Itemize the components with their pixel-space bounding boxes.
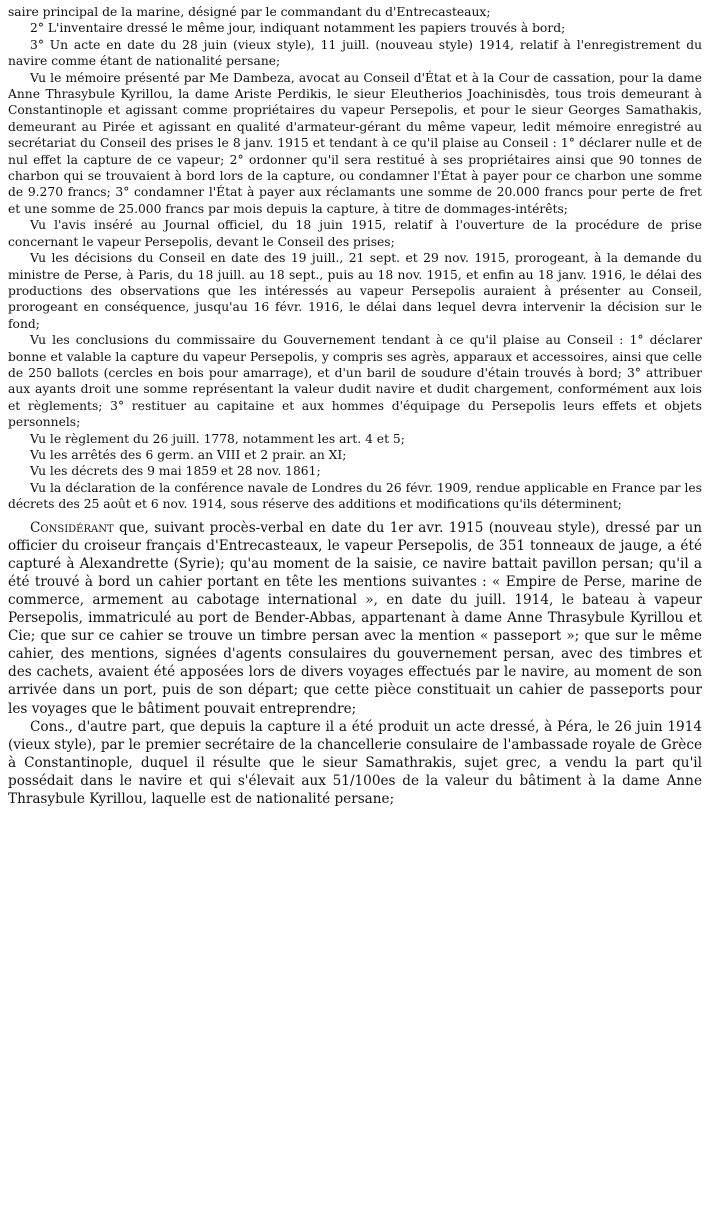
considerant-lead: Cons., [30,718,73,735]
considerant-body: d'autre part, que depuis la capture il a été produit un acte dressé, à Péra, le 26 juin 1914 (vieux style), par le premier secrétaire de la chancellerie consulaire de l'ambassade royale de Grèce à Constantinople, duquel il résulte que le sieur Samathrakis, sujet grec, a vendu la part qu'il possédait dans le navire et qui s'élevait aux 51/100es de la valeur du bâtiment à la dame Anne Thrasybule Kyrillou, laquelle est de nationalité persane; [8,718,702,807]
paragraph-decrets: Vu les décrets des 9 mai 1859 et 28 nov. 1861; [30,464,321,479]
paragraph-reglement: Vu le règlement du 26 juill. 1778, notamment les art. 4 et 5; [30,431,405,446]
considerant-body: que, suivant procès-verbal en date du 1er avr. 1915 (nouveau style), dressé par un officier du croiseur français d'Entrecasteaux, le vapeur Persepolis, de 351 tonneaux de jauge, a été capturé à Alexandrette (Syrie); qu'au moment de la saisie, ce navire battait pavillon persan; qu'il a été trouvé à bord un cahier portant en tête les mentions suivantes : « Empire de Perse, marine de commerce, armement au cabotage international », en date du juill. 1914, le bateau à vapeur Persepolis, immatriculé au port de Bender-Abbas, appartenant à dame Anne Thrasybule Kyrillou et Cie; que sur ce cahier se trouve un timbre persan avec la mention « passeport »; que sur le même cahier, des mentions, signées d'agents consulaires du gouvernement persan, avec des timbres et des cachets, avaient été apposées lors de divers voyages effectués par le navire, au moment de son arrivée dans un port, puis de son départ; que cette pièce constituait un cahier de passeports pour les voyages que le bâtiment pouvait entreprendre; [8,519,702,717]
paragraph-arretes: Vu les arrêtés des 6 germ. an VIII et 2 prair. an XI; [30,447,347,462]
paragraph-journal-officiel: Vu l'avis inséré au Journal officiel, du 18 juin 1915, relatif à l'ouverture de la procédure de prise concernant le vapeur Persepolis, devant le Conseil des prises; [8,218,702,249]
paragraph-declaration-londres: Vu la déclaration de la conférence navale de Londres du 26 févr. 1909, rendue applicable en France par les décrets des 25 août et 6 nov. 1914, sous réserve des additions et modifications qu'ils déterminent; [8,480,702,512]
paragraph-memoire: Vu le mémoire présenté par Me Dambeza, avocat au Conseil d'État et à la Cour de cassation, pour la dame Anne Thrasybule Kyrillou, la dame Ariste Perdikis, le sieur Eleutherios Joachinisdès, tous trois demeurant à Constantinople et agissant comme propriétaires du vapeur Persepolis, et pour le sieur Georges Samathakis, demeurant au Pirée et agissant en qualité d'armateur-gérant du même vapeur, ledit mémoire enregistré au secrétariat du Conseil des prises le 8 janv. 1915 et tendant à ce qu'il plaise au Conseil : 1° déclarer nulle et de nul effet la capture de ce vapeur; 2° ordonner qu'il sera restitué à ses propriétaires ainsi que 90 tonnes de charbon qui se trouvaient à bord lors de la capture, ou condamner l'État à payer pour ce charbon une somme de 9.270 francs; 3° condamner l'État à payer aux réclamants une somme de 20.000 francs pour perte de fret et une somme de 25.000 francs par mois depuis la capture, à titre de dommages-intérêts; [8,70,702,216]
paragraph-considerant [8,519,702,718]
considerant-section [8,519,702,809]
document-page [8,4,702,808]
paragraph-inventory: 2° L'inventaire dressé le même jour, indiquant notamment les papiers trouvés à bord; [30,21,566,36]
paragraph-registration-act: 3° Un acte en date du 28 juin (vieux style), 11 juill. (nouveau style) 1914, relatif à l'enregistrement du navire comme étant de nationalité persane; [8,37,702,69]
paragraph-continuation: saire principal de la marine, désigné par le commandant du d'Entrecasteaux; [8,5,491,19]
considerant-lead: Considérant [30,519,114,536]
paragraph-conclusions: Vu les conclusions du commissaire du Gouvernement tendant à ce qu'il plaise au Conseil : 1° déclarer bonne et valable la capture du vapeur Persepolis, y compris ses agrès, apparaux et accessoires, ainsi que celle de 250 ballots (cercles en bois pour amarrage), et d'un baril de soudure d'étain trouvés à bord; 3° attribuer aux ayants droit une somme représentant la valeur dudit navire et dudit chargement, conformément aux lois et règlements; 3° restituer au capitaine et aux hommes d'équipage du Persepolis leurs effets et objets personnels; [8,333,702,430]
paragraph-decisions: Vu les décisions du Conseil en date des 19 juill., 21 sept. et 29 nov. 1915, prorogeant, à la demande du ministre de Perse, à Paris, du 18 juill. au 18 sept., puis au 18 nov. 1915, et enfin au 18 janv. 1916, le délai des productions des observations que les intéressés au vapeur Persepolis auraient à présenter au Conseil, prorogeant en conséquence, jusqu'au 16 févr. 1916, le délai dans lequel devra intervenir la décision sur le fond; [8,251,702,331]
paragraph-considerant-autre-part [8,718,702,808]
